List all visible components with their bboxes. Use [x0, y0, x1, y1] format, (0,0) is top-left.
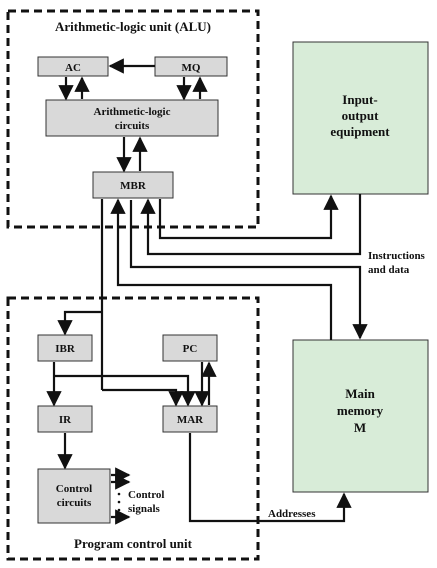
- control-signal-dot-2: [118, 501, 121, 504]
- wire-mbr-to-ibr: [65, 312, 102, 334]
- mq-register: [155, 57, 227, 76]
- ibr-label: IBR: [55, 343, 75, 355]
- memory-label-line2: memory: [336, 403, 384, 418]
- wire-io-to-mbr: [148, 194, 360, 254]
- ir-label: IR: [58, 414, 72, 426]
- instructions-label-line2: and data: [368, 264, 410, 276]
- wire-mbr-to-io: [160, 196, 331, 238]
- memory-label-line1: Main: [345, 386, 375, 401]
- ir-register: [38, 406, 92, 432]
- ibr-register: [38, 335, 92, 361]
- ac-register: [38, 57, 108, 76]
- io-label-line1: Input-: [342, 92, 378, 107]
- mar-label: MAR: [176, 414, 204, 426]
- pc-label: PC: [182, 343, 198, 355]
- control-signal-dot-3: [118, 509, 121, 512]
- control-signal-dot-1: [118, 493, 121, 496]
- control-circuits-line2: circuits: [56, 497, 92, 509]
- main-memory: [293, 340, 428, 492]
- wire-mbr-to-mar: [102, 390, 176, 405]
- memory-label-line3: M: [353, 420, 367, 435]
- mar-register: [163, 406, 217, 432]
- alu-title: Arithmetic-logic unit (ALU): [55, 19, 211, 34]
- instructions-label-line1: Instructions: [368, 250, 425, 262]
- mbr-label: MBR: [120, 180, 146, 192]
- control-circuits: [38, 469, 110, 523]
- control-signals-label-line2: signals: [128, 503, 160, 515]
- alc-label-line1: Arithmetic-logic: [93, 106, 171, 118]
- mq-label: MQ: [181, 62, 201, 74]
- data-bus-wiring: [118, 194, 360, 340]
- pc-register: [163, 335, 217, 361]
- addresses-label: Addresses: [268, 508, 316, 520]
- ac-label: AC: [65, 62, 81, 74]
- input-output-equipment: [293, 42, 428, 194]
- control-signals-label-line1: Control: [128, 489, 165, 501]
- wire-memory-to-mbr: [118, 200, 331, 340]
- arithmetic-logic-circuits: [46, 100, 218, 136]
- alc-label-line2: circuits: [114, 120, 150, 132]
- mbr-register: [93, 172, 173, 198]
- control-signal-arrows: [111, 475, 164, 517]
- control-circuits-line1: Control: [55, 483, 93, 495]
- io-label-line3: equipment: [330, 124, 390, 139]
- io-label-line2: output: [341, 108, 379, 123]
- program-control-title: Program control unit: [74, 536, 192, 551]
- wire-mbr-to-memory: [131, 200, 360, 338]
